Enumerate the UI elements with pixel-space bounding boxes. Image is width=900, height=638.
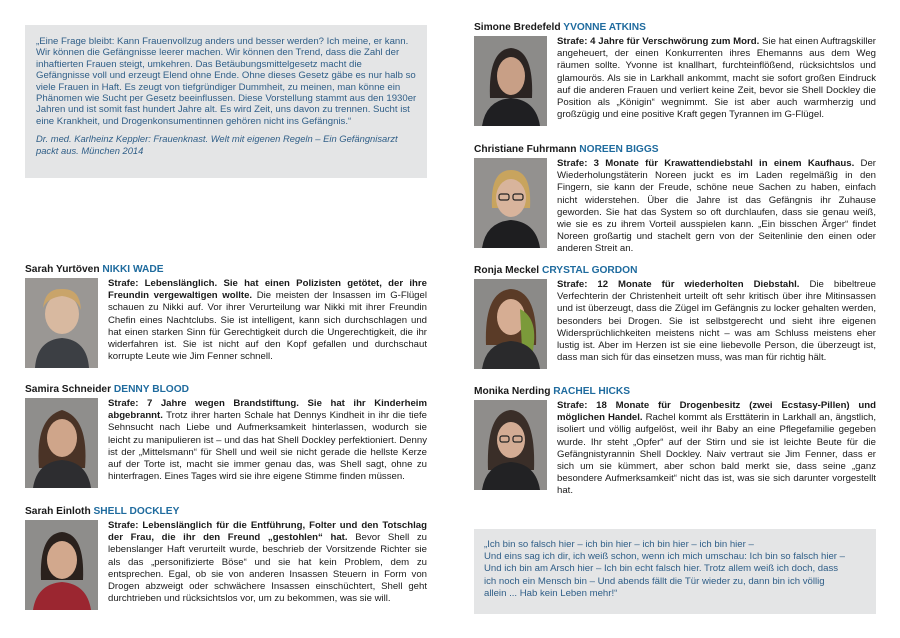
role-name: CRYSTAL GORDON	[541, 265, 638, 276]
description-text: Rachel kommt als Ersttäterin in Larkhall an, ängstlich, isoliert und völlig aufgelöst, weil ihr Baby an eine Pflegefamilie gegeben wurde. Ihr steht „Opfer“ auf der Stirn und sie ist leichte Beute für die Gefängnistyrannin Shell Dockley. Naiv vertraut sie Jim Fenner, dass er sich um sie kümmert, aber schon bald merkt sie, dass seine „ganz besondere Aufmerksamkeit“ nicht das ist, was sie sich darunter vorgestellt hat.	[557, 412, 876, 497]
cast-description	[557, 36, 876, 121]
cast-name	[474, 265, 876, 277]
intro-quote-source: Dr. med. Karlheinz Keppler: Frauenknast. Welt mit eigenen Regeln – Ein Gefängnisarzt packt aus. München 2014	[36, 133, 398, 156]
role-name: NIKKI WADE	[102, 264, 164, 275]
portrait-photo	[474, 400, 547, 490]
cast-entry-noreen-biggs	[474, 144, 876, 254]
cast-description	[108, 520, 427, 605]
cast-description	[108, 398, 427, 483]
description-text: Bevor Shell zu lebenslanger Haft verurteilt wurde, beschrieb der Vorsitzende Richter sie als das „personifizierte Böse“ und sie hat kein Problem, dem zu entsprechen. Egal, ob sie von anderen Insassen Steuern in Form von Drogen abzweigt oder schwächere Insassen einschüchtert, Shell geht durchtrieben und rücksichtslos vor, um zu bekommen, was sie will.	[108, 532, 428, 605]
description-text: Die bibeltreue Verfechterin der Christenheit urteilt oft sehr kritisch über ihre Mitinsassen und ist überzeugt, dass die Zügel im Gefängnis zu locker gehalten werden, besonders bei Drogen. Sie ist selbstgerecht und sieht ihre eigenen Widersprüchlichkeiten meistens nicht – was am Schluss meistens eher lustig ist. Aber im Herzen ist sie eine liebevolle Person, die überzeugt ist, dass man sich für das einsetzen muss, was man für richtig hält.	[557, 279, 877, 364]
cast-description	[557, 279, 876, 364]
portrait-photo	[25, 278, 98, 368]
cast-entry-rachel-hicks	[474, 386, 876, 496]
cast-description	[108, 278, 427, 363]
cast-name	[474, 386, 876, 398]
actor-name: Monika Nerding	[474, 386, 551, 397]
description-text: Die meisten der Insassen im G-Flügel schauen zu Nikki auf. Vor ihrer Verurteilung war Nikki mit ihrer Freundin Chefin eines Nachtclubs. Sie ist intelligent, kann sich durchschlagen und hat einen starken Sinn für Gerechtigkeit durch die Ungerechtigkeit, die ihr widerfahren ist. Sie ist nicht auf den Kopf gefallen und durchschaut korrupte Leute wie Jim Fenner schnell.	[108, 290, 427, 363]
portrait-photo	[474, 158, 547, 248]
cast-entry-nikki-wade	[25, 264, 427, 374]
sentence-text: Strafe: 7 Jahre wegen Brandstiftung. Sie hat ihr Kinderheim abgebrannt.	[108, 398, 427, 422]
sentence-text: Strafe: 3 Monate für Krawattendiebstahl in einem Kaufhaus.	[557, 158, 855, 169]
portrait-photo	[25, 520, 98, 610]
role-name: NOREEN BIGGS	[579, 144, 659, 155]
cast-description	[557, 400, 876, 498]
portrait-photo	[474, 36, 547, 126]
description-text: Der Wiederholungstäterin Noreen juckt es im Laden regelmäßig in den Fingern, sie kann der Freude, schöne neue Sachen zu haben, einfach nicht widerstehen. Über die Jahre ist das Gefängnis ihr Zuhause geworden. Sie hat das System so oft durchlaufen, dass sie genau weiß, wie sie es zu ihrem Vorteil ausspielen kann. „Ein bisschen Ärger“ findet Noreen großartig und stachelt gern von der Seitenlinie den einen oder anderen Streit an.	[557, 158, 876, 255]
sentence-text: Strafe: 18 Monate für Drogenbesitz (zwei Ecstasy-Pillen) und möglichen Handel.	[557, 400, 876, 424]
role-name: YVONNE ATKINS	[563, 22, 646, 33]
intro-quote-box	[25, 25, 427, 178]
sentence-text: Strafe: Lebenslänglich. Sie hat einen Polizisten getötet, der ihre Freundin vergewaltigen wollte.	[108, 278, 427, 302]
cast-entry-denny-blood	[25, 384, 427, 494]
sentence-text: Strafe: Lebenslänglich für die Entführung, Folter und den Totschlag der Frau, die ihr den Freund „gestohlen“ hat.	[108, 520, 427, 544]
closing-quote-line: allein ... Hab kein Leben mehr!“	[484, 587, 618, 599]
actor-name: Sarah Yurtöven	[25, 264, 100, 275]
actor-name: Samira Schneider	[25, 384, 112, 395]
sentence-text: Strafe: 4 Jahre für Verschwörung zum Mord.	[557, 36, 760, 47]
closing-quote-box	[474, 529, 876, 614]
sentence-text: Strafe: 12 Monate für wiederholten Diebstahl.	[557, 279, 800, 290]
actor-name: Christiane Fuhrmann	[474, 144, 577, 155]
role-name: DENNY BLOOD	[113, 384, 190, 395]
intro-quote-text: „Eine Frage bleibt: Kann Frauenvollzug anders und besser werden? Ich meine, er kann. Wir können die Gefängnisse leerer machen. Wir können den Trend, dass die Zahl der inhaftierten Frauen steigt, umkehren. Das Betäubungsmittelgesetz macht die Gefängnisse voll und erzeugt Elend ohne Ende. Ohne dieses Gesetz gäbe es nur halb so viele Frauen in Haft. Es zeugt von tiefgründiger Dummheit, zu meinen, man könne ein Phänomen wie Sucht per Gesetz beeinflussen. Diese Vorstellung stammt aus den 1930er Jahren und ist somit fast hundert Jahre alt. Es wird Zeit, uns davon zu trennen. Sucht ist eine Krankheit, und Drogenkonsumentinnen gehören nicht ins Gefängnis.“	[36, 36, 417, 127]
portrait-photo	[25, 398, 98, 488]
cast-name	[25, 384, 427, 396]
closing-quote-line: Und ich bin am Arsch hier – Ich bin echt falsch hier. Trotz allem weiß ich doch, dass	[484, 563, 839, 575]
cast-entry-crystal-gordon	[474, 265, 876, 375]
cast-entry-shell-dockley	[25, 506, 427, 616]
portrait-photo	[474, 279, 547, 369]
closing-quote-line: ich noch ein Mensch bin – Und abends fällt die Tür wieder zu, dann bin ich völlig	[484, 575, 825, 587]
cast-name	[25, 264, 427, 276]
cast-name	[474, 22, 876, 34]
role-name: SHELL DOCKLEY	[93, 506, 180, 517]
actor-name: Simone Bredefeld	[474, 22, 561, 33]
closing-quote-line: „Ich bin so falsch hier – ich bin hier – ich bin hier – ich bin hier –	[484, 539, 754, 550]
closing-quote-line: Und eins sag ich dir, ich weiß schon, wenn ich mich umschau: Ich bin so falsch hier –	[484, 551, 846, 563]
cast-description	[557, 158, 876, 256]
cast-entry-yvonne-atkins	[474, 22, 876, 132]
actor-name: Ronja Meckel	[474, 265, 540, 276]
description-text: Sie hat einen Auftragskiller angeheuert, der einen Konkurrenten ihres Ehemanns aus dem Weg räumen sollte. Yvonne ist knallhart, furchteinflößend, rücksichtslos und glamourös. Als sie in Larkhall ankommt, macht sie sofort großen Eindruck auf die anderen Frauen und verliert keine Zeit, bevor sie Shell Dockley die Position als „Königin“ wegnimmt. Sie ist aber auch warmherzig und großzügig und eine positive Kraft gegen Tyrannen im G-Flügel.	[557, 36, 877, 121]
role-name: RACHEL HICKS	[553, 386, 631, 397]
actor-name: Sarah Einloth	[25, 506, 91, 517]
cast-name	[25, 506, 427, 518]
description-text: Trotz ihrer harten Schale hat Dennys Kindheit in ihr die tiefe Sehnsucht nach Liebe und Aufmerksamkeit hinterlassen, wodurch sie leicht zu manipulieren ist – und das hat Shell Dockley perfektioniert. Denny ist der „Mittelsmann“ für Shell und weil sie nicht gerade die hellste Kerze auf der Torte ist, macht sie immer genau das, was Shell sagt, ohne zu hinterfragen. Eines Tages wird sie ihre eigene Stimme finden müssen.	[108, 410, 427, 483]
cast-name	[474, 144, 876, 156]
